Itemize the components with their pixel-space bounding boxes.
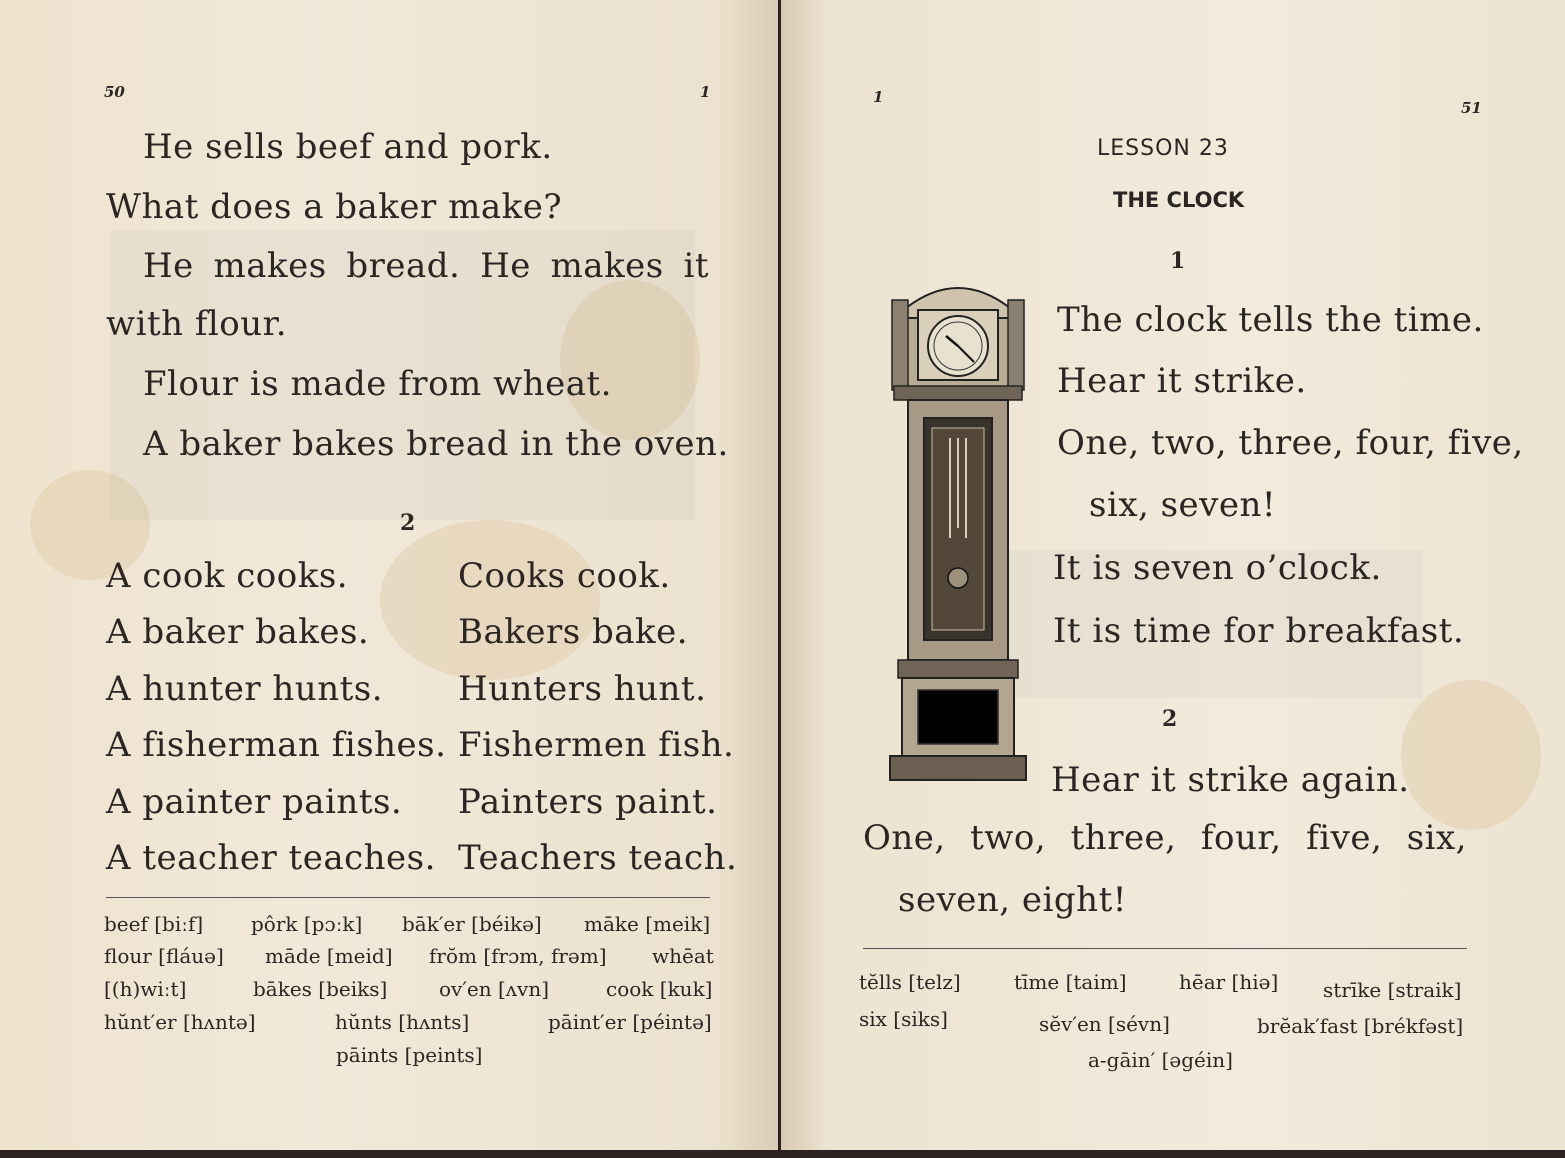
glossary-entry: beef [biːf] (104, 912, 204, 936)
glossary-entry: pāint′er [péintə] (548, 1010, 712, 1034)
glossary-entry: pāints [peints] (336, 1043, 483, 1067)
plural-sentence: Bakers bake. (458, 612, 689, 652)
section-number: 2 (1162, 706, 1178, 732)
page-number: 50 (104, 83, 125, 101)
text-line: It is time for breakfast. (1053, 611, 1465, 651)
text-line: Flour is made from wheat. (143, 364, 612, 404)
glossary-entry: cook [kuk] (606, 977, 713, 1001)
glossary-entry: bākes [beiks] (253, 977, 388, 1001)
paper-stain (380, 520, 600, 680)
glossary-entry: strīke [straik] (1323, 978, 1462, 1002)
glossary-entry: māke [meik] (584, 912, 711, 936)
plural-sentence: Fishermen fish. (458, 725, 735, 765)
text-line: He makes bread. He makes it (143, 246, 709, 286)
text-line: seven, eight! (898, 880, 1127, 920)
singular-sentence: A fisherman fishes. (106, 725, 447, 765)
singular-sentence: A cook cooks. (106, 556, 349, 596)
page-number: 51 (1461, 99, 1482, 117)
glossary-entry: frŏm [frɔm, frəm] (429, 944, 607, 968)
left-page (0, 0, 778, 1150)
plural-sentence: Hunters hunt. (458, 669, 707, 709)
glossary-entry: [(h)wiːt] (104, 977, 187, 1001)
text-line: six, seven! (1089, 485, 1277, 525)
glossary-entry: hŭnt′er [hʌntə] (104, 1010, 256, 1034)
text-line: He sells beef and pork. (143, 127, 553, 167)
page-mark: 1 (873, 88, 884, 106)
text-line: What does a baker make? (106, 187, 563, 227)
text-line: It is seven o’clock. (1053, 548, 1382, 588)
lesson-subtitle: THE CLOCK (1113, 188, 1245, 212)
glossary-entry: whēat (652, 944, 714, 968)
singular-sentence: A hunter hunts. (106, 669, 384, 709)
glossary-entry: flour [fláuə] (104, 944, 224, 968)
text-line: with flour. (106, 304, 287, 344)
glossary-entry: hēar [hiə] (1179, 970, 1279, 994)
glossary-entry: a-gāin′ [əgéin] (1088, 1048, 1233, 1072)
text-line: A baker bakes bread in the oven. (143, 424, 729, 464)
page-mark: 1 (700, 83, 711, 101)
section-number: 2 (400, 510, 416, 536)
glossary-entry: brĕak′fast [brékfəst] (1257, 1014, 1464, 1038)
plural-sentence: Painters paint. (458, 782, 718, 822)
section-number: 1 (1170, 248, 1186, 274)
glossary-entry: ov′en [ʌvn] (439, 977, 550, 1001)
glossary-rule (863, 948, 1467, 949)
glossary-entry: pôrk [pɔːk] (251, 912, 363, 936)
plural-sentence: Cooks cook. (458, 556, 671, 596)
glossary-entry: hŭnts [hʌnts] (335, 1010, 470, 1034)
text-line: One, two, three, four, five, (1057, 423, 1524, 463)
grandfather-clock-illustration (888, 278, 1028, 784)
right-page (781, 0, 1565, 1150)
singular-sentence: A painter paints. (106, 782, 403, 822)
glossary-entry: six [siks] (859, 1007, 948, 1031)
singular-sentence: A baker bakes. (106, 612, 370, 652)
singular-sentence: A teacher teaches. (106, 838, 436, 878)
paper-stain (1401, 680, 1541, 830)
text-line: The clock tells the time. (1057, 300, 1484, 340)
glossary-rule (106, 897, 710, 898)
glossary-entry: māde [meid] (265, 944, 393, 968)
text-line: One, two, three, four, five, six, (863, 818, 1467, 858)
lesson-title: LESSON 23 (1097, 136, 1229, 161)
glossary-entry: tīme [taim] (1014, 970, 1127, 994)
glossary-entry: sĕv′en [sévn] (1039, 1012, 1170, 1036)
text-line: Hear it strike. (1057, 361, 1307, 401)
glossary-entry: tĕlls [telz] (859, 970, 961, 994)
text-line: Hear it strike again. (1051, 760, 1410, 800)
glossary-entry: bāk′er [béikə] (402, 912, 542, 936)
plural-sentence: Teachers teach. (458, 838, 738, 878)
